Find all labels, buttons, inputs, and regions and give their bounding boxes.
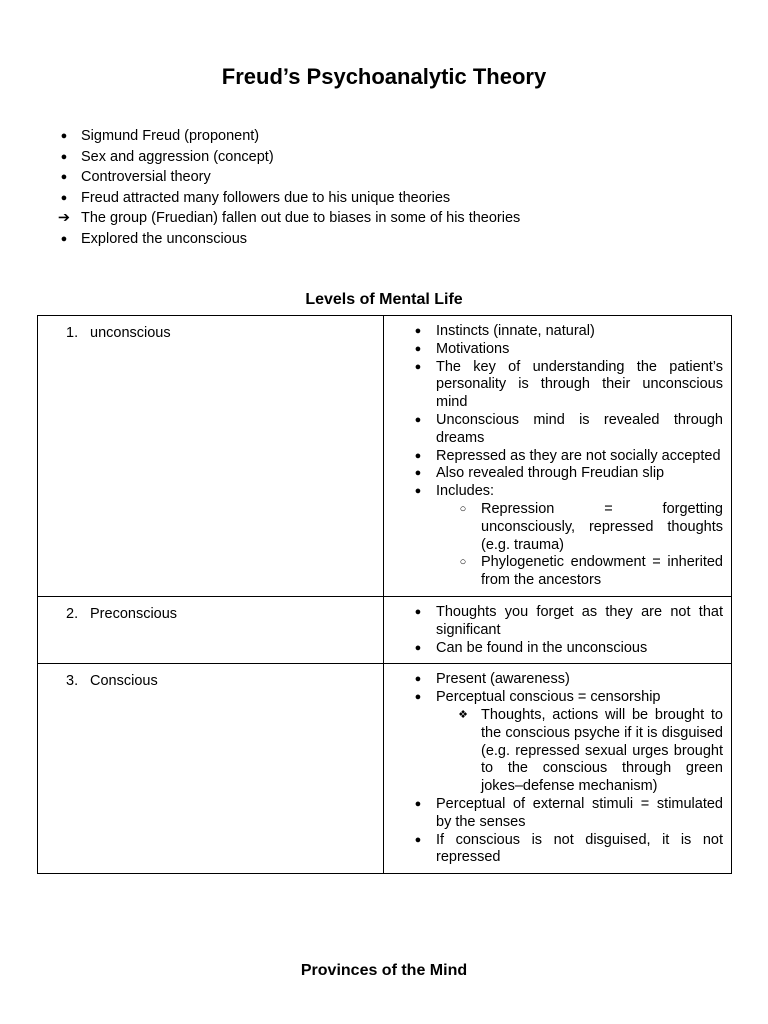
list-item-text: The key of understanding the patient’s personality is through their unconscious mind bbox=[436, 358, 723, 411]
provinces-heading: Provinces of the Mind bbox=[300, 962, 468, 979]
list-item-text: Instincts (innate, natural) bbox=[436, 323, 595, 339]
bullet-icon: ● bbox=[414, 449, 422, 462]
bullet-icon: ● bbox=[414, 360, 422, 373]
intro-item bbox=[56, 229, 696, 250]
list-item bbox=[412, 832, 723, 868]
list-item bbox=[412, 604, 723, 640]
level-name-cell bbox=[38, 596, 384, 663]
level-bullets bbox=[384, 316, 731, 596]
level-details-cell bbox=[384, 664, 732, 874]
sub-list-item bbox=[457, 707, 723, 796]
level-number: 2. bbox=[66, 605, 79, 622]
level-bullets bbox=[384, 597, 731, 663]
sub-list-item-text: Phylogenetic endowment = inherited from the ancestors bbox=[481, 554, 723, 589]
sub-list-item bbox=[457, 501, 723, 554]
list-item-text: Perceptual of external stimuli = stimulated by the senses bbox=[436, 795, 723, 830]
list-item-text: Can be found in the unconscious bbox=[436, 639, 648, 656]
bullet-icon: ● bbox=[60, 171, 68, 183]
level-name: unconscious bbox=[90, 325, 171, 341]
level-name-cell bbox=[38, 664, 384, 874]
level-row bbox=[38, 664, 732, 874]
bullet-icon: ● bbox=[414, 325, 422, 337]
intro-item bbox=[56, 188, 696, 209]
sub-list-item-text: Repression = forgetting unconsciously, repressed thoughts (e.g. trauma) bbox=[481, 500, 723, 553]
list-item bbox=[412, 341, 723, 359]
list-item bbox=[412, 465, 723, 483]
level-row bbox=[38, 596, 732, 663]
level-name: Preconscious bbox=[90, 605, 178, 622]
sub-list bbox=[436, 707, 723, 796]
list-item-text: Motivations bbox=[436, 340, 510, 357]
bullet-icon: ● bbox=[414, 833, 422, 846]
sub-list-item bbox=[457, 554, 723, 590]
intro-item bbox=[56, 126, 696, 147]
intro-item-text: Sigmund Freud (proponent) bbox=[81, 128, 260, 144]
level-details-cell bbox=[384, 316, 732, 597]
level-number: 3. bbox=[66, 673, 79, 690]
intro-item-text: The group (Fruedian) fallen out due to biases in some of his theories bbox=[81, 210, 521, 226]
list-item-text: Includes: bbox=[436, 483, 495, 500]
bullet-icon: ● bbox=[60, 191, 68, 204]
sub-list-item-text: Thoughts, actions will be brought to the conscious psyche if it is disguised (e.g. repressed sexual urges brought to the conscious through green jokes–defense mechanism) bbox=[481, 706, 723, 795]
level-label bbox=[38, 316, 383, 342]
intro-item-text: Freud attracted many followers due to his unique theories bbox=[81, 189, 451, 206]
level-label bbox=[38, 597, 383, 623]
arrow-icon: ➔ bbox=[57, 210, 71, 226]
bullet-icon: ● bbox=[60, 150, 68, 163]
list-item-text: Unconscious mind is revealed through dreams bbox=[436, 411, 723, 446]
list-item bbox=[412, 448, 723, 466]
intro-list bbox=[56, 126, 696, 249]
levels-heading: Levels of Mental Life bbox=[305, 291, 463, 308]
list-item-text: Repressed as they are not socially accepted bbox=[436, 447, 721, 464]
bullet-icon: ● bbox=[414, 797, 422, 810]
level-row bbox=[38, 316, 732, 597]
bullet-icon: ● bbox=[414, 342, 422, 355]
bullet-icon: ● bbox=[414, 673, 422, 686]
circle-bullet-icon: ○ bbox=[459, 502, 467, 515]
bullet-icon: ● bbox=[414, 641, 422, 654]
list-item bbox=[412, 483, 723, 590]
list-item-text: Also revealed through Freudian slip bbox=[436, 465, 665, 482]
intro-item-text: Explored the unconscious bbox=[81, 230, 248, 247]
intro-item bbox=[56, 167, 696, 188]
list-item bbox=[412, 796, 723, 832]
bullet-icon: ● bbox=[414, 467, 422, 480]
bullet-icon: ● bbox=[414, 691, 422, 704]
list-item-text: Perceptual conscious = censorship bbox=[436, 689, 661, 706]
intro-item-text: Sex and aggression (concept) bbox=[81, 148, 274, 165]
circle-bullet-icon: ○ bbox=[459, 556, 467, 569]
sub-list bbox=[436, 501, 723, 590]
list-item bbox=[412, 412, 723, 448]
list-item-text: Present (awareness) bbox=[436, 671, 570, 688]
bullet-icon: ● bbox=[60, 232, 68, 245]
page-title: Freud’s Psychoanalytic Theory bbox=[221, 64, 547, 89]
bullet-icon: ● bbox=[60, 130, 68, 142]
intro-item bbox=[56, 208, 696, 229]
list-item bbox=[412, 640, 723, 658]
intro-item bbox=[56, 147, 696, 168]
list-item bbox=[412, 671, 723, 689]
bullet-icon: ● bbox=[414, 485, 422, 498]
level-details-cell bbox=[384, 596, 732, 663]
level-name-cell bbox=[38, 316, 384, 597]
list-item bbox=[412, 689, 723, 796]
list-item-text: Thoughts you forget as they are not that significant bbox=[436, 603, 723, 638]
level-number: 1. bbox=[66, 325, 79, 341]
bullet-icon: ● bbox=[414, 413, 422, 426]
list-item bbox=[412, 359, 723, 412]
list-item-text: If conscious is not disguised, it is not repressed bbox=[436, 831, 723, 866]
list-item bbox=[412, 323, 723, 341]
bullet-icon: ● bbox=[414, 605, 422, 618]
diamond-bullet-icon: ❖ bbox=[458, 708, 468, 721]
intro-item-text: Controversial theory bbox=[81, 169, 211, 185]
level-bullets bbox=[384, 664, 731, 873]
level-label bbox=[38, 664, 383, 690]
level-name: Conscious bbox=[90, 673, 158, 690]
levels-table bbox=[37, 315, 732, 874]
